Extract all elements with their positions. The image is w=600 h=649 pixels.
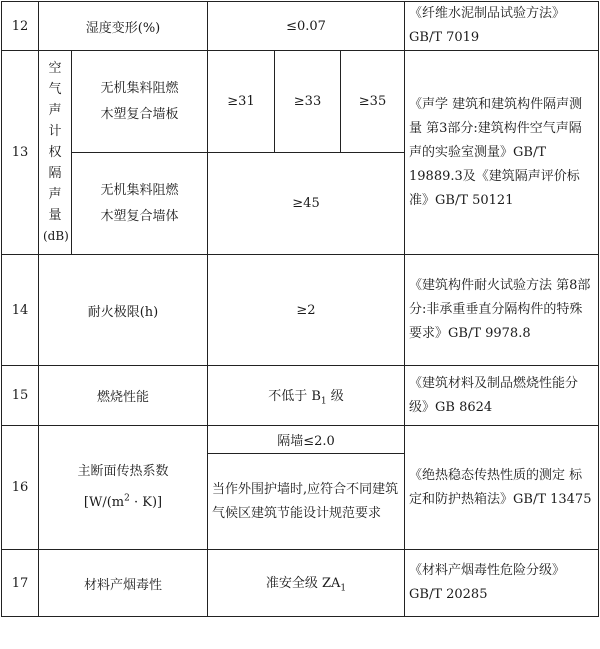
item-name: 耐火极限(h) (39, 255, 208, 366)
sub-item-line: 木塑复合墙板 (100, 106, 179, 122)
sub-item-line: 无机集料阻燃 (100, 182, 179, 198)
row-number: 15 (2, 366, 39, 426)
test-standard: 《建筑构件耐火试验方法 第8部分:非承重垂直分隔构件的特殊要求》GB/T 9978.8 (405, 255, 599, 366)
item-name: 湿度变形(%) (39, 2, 208, 51)
item-char: 量 (48, 208, 62, 223)
item-char: 气 (48, 82, 62, 97)
item-char: 计 (48, 124, 62, 139)
item-char: 空 (48, 61, 62, 76)
requirement-suffix: 级 (326, 388, 344, 404)
item-name-vertical (39, 51, 72, 255)
requirement-prefix: 不低于 B (268, 388, 321, 404)
spec-table (1, 1, 599, 617)
item-char: 声 (48, 103, 62, 118)
table-row (2, 2, 599, 51)
table-row (2, 550, 599, 617)
requirement-value (208, 550, 405, 617)
row-number: 13 (2, 51, 39, 255)
test-standard: 《材料产烟毒性危险分级》GB/T 20285 (405, 550, 599, 617)
requirement-value: ≥2 (208, 255, 405, 366)
requirement-value: ≥35 (341, 51, 405, 153)
table-row (2, 255, 599, 366)
requirement-value: 隔墙≤2.0 (208, 426, 405, 454)
item-line: 主断面传热系数 (77, 464, 169, 480)
test-standard: 《声学 建筑和建筑构件隔声测量 第3部分:建筑构件空气声隔声的实验室测量》GB/T 19889.3及《建筑隔声评价标准》GB/T 50121 (405, 51, 599, 255)
table-row (2, 366, 599, 426)
item-unit: $[W/(m^2 \cdot K)]$ (83, 493, 163, 510)
item-unit: (dB) (43, 229, 69, 243)
row-number: 17 (2, 550, 39, 617)
row-number: 12 (2, 2, 39, 51)
table-row (2, 51, 599, 153)
item-name: 燃烧性能 (39, 366, 208, 426)
sub-item-name (72, 153, 208, 255)
requirement-value: ≥45 (208, 153, 405, 255)
requirement-prefix: 准安全级 ZA (265, 576, 341, 592)
table-row (2, 426, 599, 454)
test-standard: 《建筑材料及制品燃烧性能分级》GB 8624 (405, 366, 599, 426)
item-name (39, 426, 208, 550)
requirement-subscript: 1 (320, 396, 327, 407)
sub-item-line: 木塑复合墙体 (100, 208, 179, 224)
item-char: 隔 (48, 166, 62, 181)
requirement-value: ≤0.07 (208, 2, 405, 51)
requirement-value: ≥31 (208, 51, 275, 153)
requirement-value (208, 366, 405, 426)
item-name: 材料产烟毒性 (39, 550, 208, 617)
test-standard: 《纤维水泥制品试验方法》GB/T 7019 (405, 2, 599, 51)
sub-item-line: 无机集料阻燃 (100, 80, 179, 96)
sub-item-name (72, 51, 208, 153)
row-number: 16 (2, 426, 39, 550)
requirement-note: 当作外围护墙时,应符合不同建筑气候区建筑节能设计规范要求 (208, 454, 405, 550)
item-char: 声 (48, 187, 62, 202)
requirement-subscript: 1 (340, 583, 347, 594)
requirement-value: ≥33 (275, 51, 341, 153)
test-standard: 《绝热稳态传热性质的测定 标定和防护热箱法》GB/T 13475 (405, 426, 599, 550)
row-number: 14 (2, 255, 39, 366)
item-char: 权 (48, 145, 62, 160)
